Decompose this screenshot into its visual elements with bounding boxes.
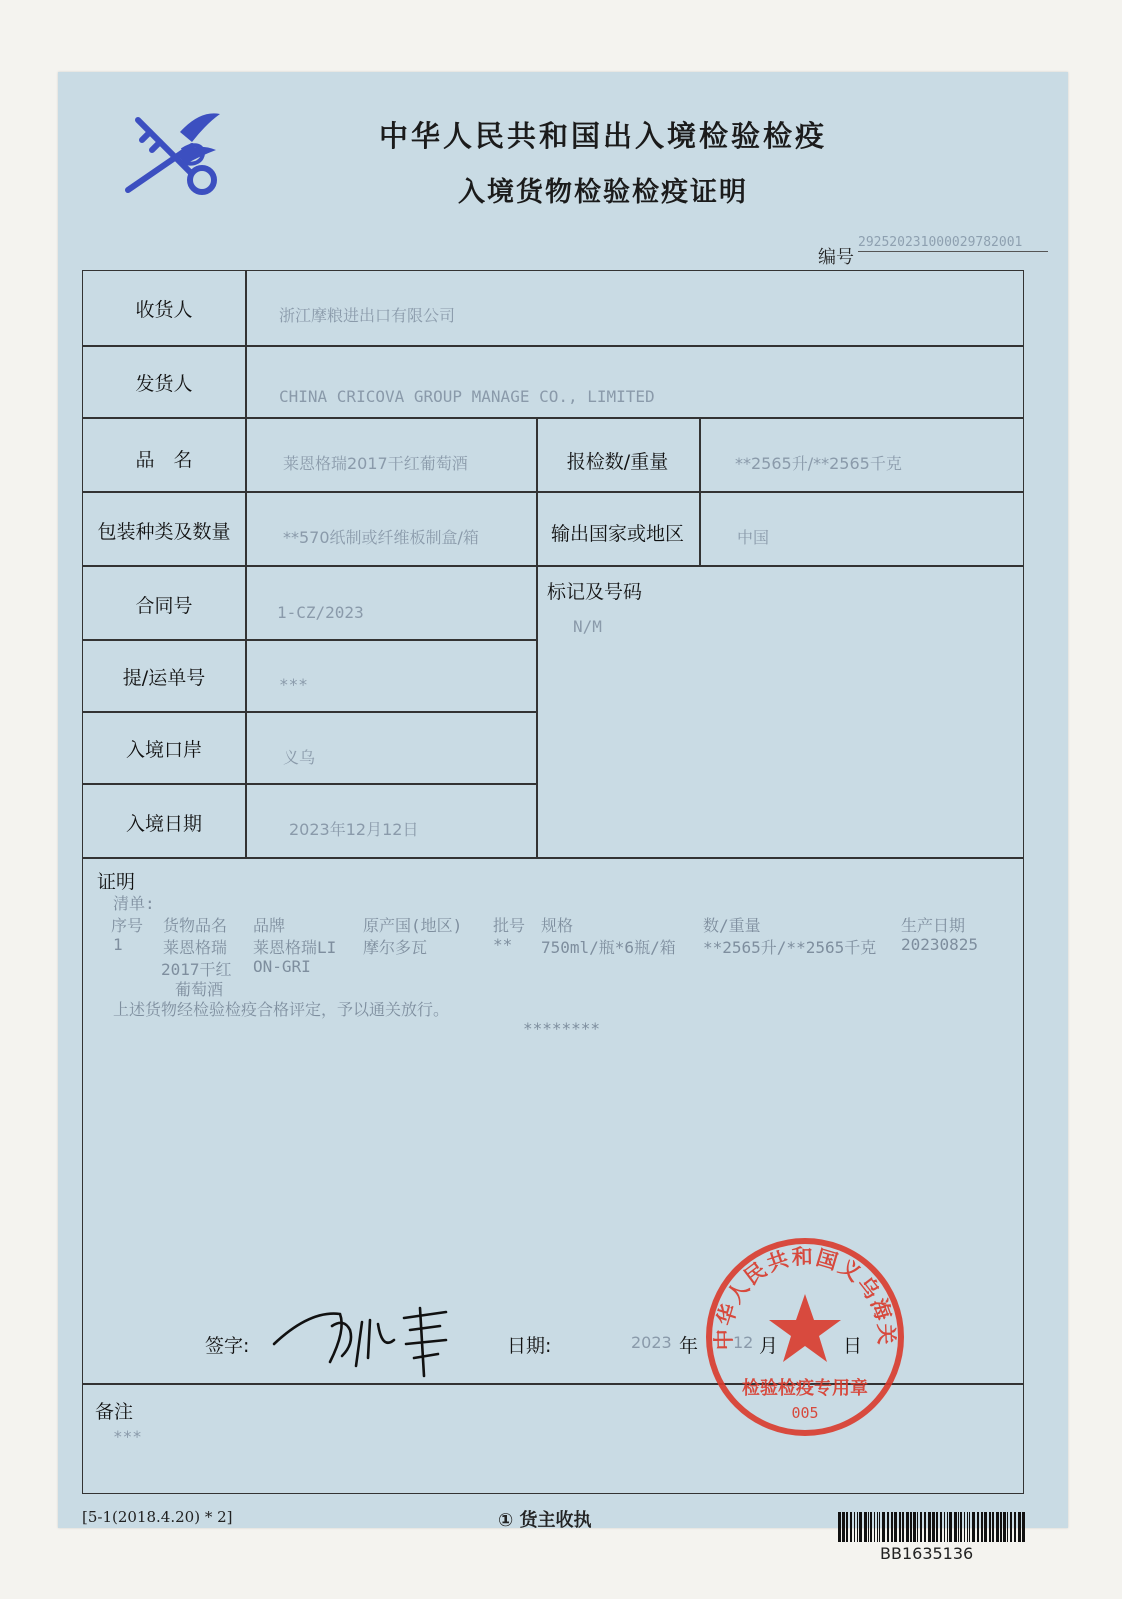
packaging-value: **570纸制或纤维板制盒/箱 xyxy=(283,528,479,547)
entry-date-label: 入境日期 xyxy=(125,813,202,835)
date-year: 2023 xyxy=(631,1333,672,1352)
row-batch: ** xyxy=(493,935,513,954)
seal-top-text: 中华人民共和国义乌海关 xyxy=(711,1244,899,1351)
handwritten-signature xyxy=(270,1300,470,1380)
row-spec: 750ml/瓶*6瓶/箱 xyxy=(541,938,676,957)
date-label: 日期: xyxy=(507,1335,552,1357)
contract-value: 1-CZ/2023 xyxy=(277,603,364,622)
form-code: [5-1(2018.4.20) * 2] xyxy=(82,1508,233,1526)
quantity-label: 报检数/重量 xyxy=(566,451,669,473)
col-qty: 数/重量 xyxy=(703,916,761,935)
col-spec: 规格 xyxy=(541,916,574,935)
col-name: 货物品名 xyxy=(163,916,228,935)
col-no: 序号 xyxy=(111,916,144,935)
quantity-value: **2565升/**2565千克 xyxy=(735,454,902,473)
product-value: 莱恩格瑞2017干红葡萄酒 xyxy=(283,454,468,473)
consignee-value: 浙江摩粮进出口有限公司 xyxy=(279,306,456,325)
origin-country-value: 中国 xyxy=(737,528,770,547)
row-origin: 摩尔多瓦 xyxy=(363,938,428,957)
date-day-unit: 日 xyxy=(843,1335,863,1357)
col-prod-date: 生产日期 xyxy=(901,916,966,935)
product-label: 品 名 xyxy=(135,449,193,471)
cert-number: 292520231000029782001 xyxy=(858,235,1048,252)
contract-label: 合同号 xyxy=(135,595,193,617)
consignee-label: 收货人 xyxy=(135,299,193,321)
seal-code: 005 xyxy=(791,1404,819,1422)
col-batch: 批号 xyxy=(493,916,526,935)
port-label: 入境口岸 xyxy=(125,739,202,761)
marks-label: 标记及号码 xyxy=(547,581,643,603)
origin-country-label: 输出国家或地区 xyxy=(550,523,684,545)
copy-label: ① 货主收执 xyxy=(498,1510,592,1531)
row-qty: **2565升/**2565千克 xyxy=(703,938,877,957)
title-line-1: 中华人民共和国出入境检验检疫 xyxy=(378,119,827,153)
seal-bottom-text: 检验检疫专用章 xyxy=(742,1378,868,1399)
consignor-value: CHINA CRICOVA GROUP MANAGE CO., LIMITED xyxy=(279,387,655,406)
marks-value: N/M xyxy=(573,617,602,636)
row-name-2: 2017干红 xyxy=(161,960,232,979)
entry-date-value: 2023年12月12日 xyxy=(289,820,419,839)
row-name-3: 葡萄酒 xyxy=(175,980,224,999)
packaging-label: 包装种类及数量 xyxy=(97,521,231,543)
port-value: 义乌 xyxy=(283,748,316,767)
certification-end-mark: ******** xyxy=(523,1019,601,1038)
barcode xyxy=(838,1512,1028,1542)
date-month: 12 xyxy=(733,1333,754,1352)
row-prod-date: 20230825 xyxy=(901,935,979,954)
col-brand: 品牌 xyxy=(253,916,286,935)
consignor-label: 发货人 xyxy=(135,373,193,395)
date-year-unit: 年 xyxy=(679,1335,699,1357)
bill-value: *** xyxy=(279,675,308,694)
row-brand-2: ON-GRI xyxy=(253,957,311,976)
title-line-2: 入境货物检验检疫证明 xyxy=(458,177,748,208)
certification-statement: 上述货物经检验检疫合格评定，予以通关放行。 xyxy=(113,1000,450,1019)
col-origin: 原产国(地区) xyxy=(363,916,463,935)
row-name-1: 莱恩格瑞 xyxy=(163,938,228,957)
certification-label: 证明 xyxy=(97,871,136,893)
bill-label: 提/运单号 xyxy=(122,667,206,689)
signature-label: 签字: xyxy=(205,1335,250,1357)
cert-number-label: 编号 xyxy=(818,247,854,268)
remarks-label: 备注 xyxy=(95,1401,134,1423)
row-brand-1: 莱恩格瑞LI xyxy=(253,938,337,957)
certificate-sheet xyxy=(58,72,1068,1528)
date-month-unit: 月 xyxy=(759,1335,779,1357)
official-seal xyxy=(700,1232,910,1442)
remarks-value: *** xyxy=(113,1427,142,1446)
list-label: 清单: xyxy=(113,894,155,913)
serial-number: BB1635136 xyxy=(880,1544,974,1563)
row-no: 1 xyxy=(113,935,123,954)
